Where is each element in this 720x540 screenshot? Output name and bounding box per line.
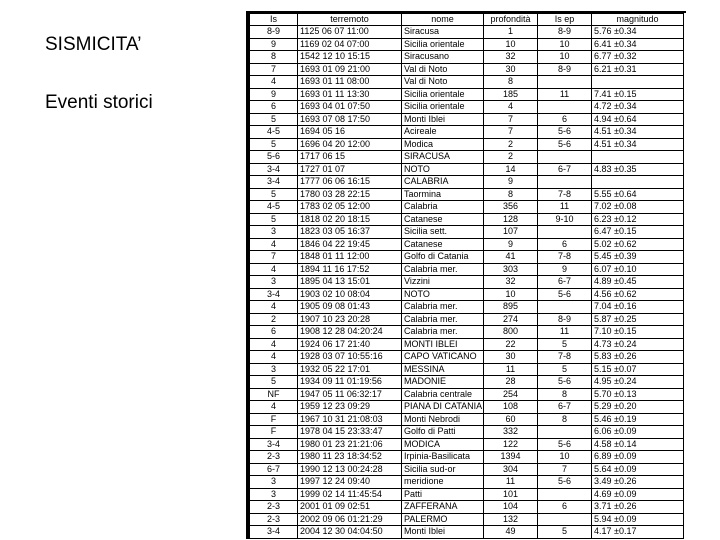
- cell-magnitude: 7.41 ±0.15: [592, 88, 684, 101]
- cell-datetime: 1169 02 04 07:00: [298, 38, 402, 51]
- cell-location: SIRACUSA: [402, 151, 484, 164]
- cell-datetime: 2004 12 30 04:04:50: [298, 526, 402, 539]
- cell-datetime: 1980 11 23 18:34:52: [298, 451, 402, 464]
- table-row: [250, 413, 684, 426]
- table-row: [250, 513, 684, 526]
- table-row: [250, 263, 684, 276]
- cell-intensity: 5: [250, 188, 298, 201]
- cell-magnitude: [592, 151, 684, 164]
- cell-magnitude: 7.04 ±0.16: [592, 301, 684, 314]
- cell-epicentral-intensity: 6-7: [538, 401, 592, 414]
- cell-datetime: 1905 09 08 01:43: [298, 301, 402, 314]
- cell-intensity: 5: [250, 138, 298, 151]
- cell-magnitude: 4.56 ±0.62: [592, 288, 684, 301]
- cell-magnitude: 3.49 ±0.26: [592, 476, 684, 489]
- cell-magnitude: 5.70 ±0.13: [592, 388, 684, 401]
- header-epicentral-intensity: Is ep: [538, 14, 592, 26]
- cell-location: Calabria centrale: [402, 388, 484, 401]
- cell-depth: 10: [484, 288, 538, 301]
- table-row: [250, 301, 684, 314]
- cell-magnitude: 4.94 ±0.64: [592, 113, 684, 126]
- cell-intensity: 3: [250, 488, 298, 501]
- cell-epicentral-intensity: 5-6: [538, 476, 592, 489]
- cell-datetime: 1848 01 11 12:00: [298, 251, 402, 264]
- table-row: [250, 426, 684, 439]
- table-row: [250, 201, 684, 214]
- cell-datetime: 1895 04 13 15:01: [298, 276, 402, 289]
- cell-datetime: 1967 10 31 21:08:03: [298, 413, 402, 426]
- cell-epicentral-intensity: 7-8: [538, 351, 592, 364]
- cell-intensity: 4: [250, 76, 298, 89]
- cell-epicentral-intensity: 5: [538, 338, 592, 351]
- cell-epicentral-intensity: 6-7: [538, 163, 592, 176]
- cell-epicentral-intensity: 8: [538, 388, 592, 401]
- cell-epicentral-intensity: [538, 101, 592, 114]
- table-row: [250, 313, 684, 326]
- cell-magnitude: 6.07 ±0.10: [592, 263, 684, 276]
- cell-location: Patti: [402, 488, 484, 501]
- cell-location: MADONIE: [402, 376, 484, 389]
- cell-depth: 185: [484, 88, 538, 101]
- cell-epicentral-intensity: 8-9: [538, 26, 592, 39]
- cell-datetime: 1894 11 16 17:52: [298, 263, 402, 276]
- cell-location: NOTO: [402, 288, 484, 301]
- cell-epicentral-intensity: 11: [538, 201, 592, 214]
- cell-depth: 41: [484, 251, 538, 264]
- table-row: [250, 488, 684, 501]
- table-row: [250, 213, 684, 226]
- cell-intensity: NF: [250, 388, 298, 401]
- cell-depth: 28: [484, 376, 538, 389]
- cell-depth: 7: [484, 126, 538, 139]
- table-row: [250, 276, 684, 289]
- cell-location: Acireale: [402, 126, 484, 139]
- cell-epicentral-intensity: 10: [538, 51, 592, 64]
- table-row: [250, 163, 684, 176]
- table-body: [250, 26, 684, 539]
- cell-location: Monti Nebrodi: [402, 413, 484, 426]
- cell-magnitude: 3.71 ±0.26: [592, 501, 684, 514]
- cell-depth: 2: [484, 138, 538, 151]
- cell-intensity: 3-4: [250, 163, 298, 176]
- table-row: [250, 363, 684, 376]
- cell-intensity: 9: [250, 38, 298, 51]
- header-name: nome: [402, 14, 484, 26]
- cell-intensity: 5: [250, 376, 298, 389]
- cell-intensity: 3-4: [250, 438, 298, 451]
- cell-datetime: 1924 06 17 21:40: [298, 338, 402, 351]
- cell-location: CAPO VATICANO: [402, 351, 484, 364]
- cell-depth: 60: [484, 413, 538, 426]
- table-header-row: [250, 14, 684, 26]
- cell-intensity: 3: [250, 363, 298, 376]
- cell-epicentral-intensity: [538, 176, 592, 189]
- cell-datetime: 1818 02 20 18:15: [298, 213, 402, 226]
- cell-depth: 8: [484, 76, 538, 89]
- cell-magnitude: [592, 176, 684, 189]
- cell-epicentral-intensity: [538, 226, 592, 239]
- cell-depth: 10: [484, 38, 538, 51]
- cell-datetime: 1727 01 07: [298, 163, 402, 176]
- cell-depth: 4: [484, 101, 538, 114]
- cell-datetime: 1978 04 15 23:33:47: [298, 426, 402, 439]
- cell-epicentral-intensity: 6-7: [538, 276, 592, 289]
- cell-location: Calabria mer.: [402, 263, 484, 276]
- cell-epicentral-intensity: [538, 76, 592, 89]
- cell-intensity: 4: [250, 351, 298, 364]
- table-row: [250, 38, 684, 51]
- cell-location: Calabria mer.: [402, 301, 484, 314]
- cell-epicentral-intensity: [538, 513, 592, 526]
- cell-magnitude: 4.51 ±0.34: [592, 138, 684, 151]
- cell-location: Sicilia orientale: [402, 101, 484, 114]
- table-row: [250, 501, 684, 514]
- cell-epicentral-intensity: 6: [538, 501, 592, 514]
- cell-intensity: 4: [250, 238, 298, 251]
- cell-depth: 7: [484, 113, 538, 126]
- table-row: [250, 326, 684, 339]
- table-row: [250, 226, 684, 239]
- cell-depth: 9: [484, 238, 538, 251]
- header-magnitude: magnitudo: [592, 14, 684, 26]
- cell-epicentral-intensity: 8-9: [538, 63, 592, 76]
- cell-intensity: 5: [250, 213, 298, 226]
- cell-depth: 32: [484, 276, 538, 289]
- cell-magnitude: 4.17 ±0.17: [592, 526, 684, 539]
- table-row: [250, 188, 684, 201]
- table-row: [250, 438, 684, 451]
- cell-datetime: 1125 06 07 11:00: [298, 26, 402, 39]
- cell-magnitude: 4.89 ±0.45: [592, 276, 684, 289]
- table-row: [250, 76, 684, 89]
- table-row: [250, 126, 684, 139]
- cell-datetime: 1777 06 06 16:15: [298, 176, 402, 189]
- cell-datetime: 1780 03 28 22:15: [298, 188, 402, 201]
- table-row: [250, 251, 684, 264]
- cell-epicentral-intensity: 10: [538, 38, 592, 51]
- cell-magnitude: 7.02 ±0.08: [592, 201, 684, 214]
- cell-datetime: 1693 07 08 17:50: [298, 113, 402, 126]
- cell-epicentral-intensity: 7-8: [538, 251, 592, 264]
- cell-intensity: 7: [250, 251, 298, 264]
- cell-intensity: 2-3: [250, 513, 298, 526]
- cell-epicentral-intensity: [538, 151, 592, 164]
- cell-magnitude: 4.83 ±0.35: [592, 163, 684, 176]
- cell-location: Val di Noto: [402, 76, 484, 89]
- cell-epicentral-intensity: 5-6: [538, 376, 592, 389]
- cell-depth: 8: [484, 188, 538, 201]
- cell-magnitude: 5.46 ±0.19: [592, 413, 684, 426]
- table-row: [250, 401, 684, 414]
- cell-location: Catanese: [402, 213, 484, 226]
- cell-location: MONTI IBLEI: [402, 338, 484, 351]
- cell-datetime: 1783 02 05 12:00: [298, 201, 402, 214]
- cell-datetime: 1693 01 09 21:00: [298, 63, 402, 76]
- cell-epicentral-intensity: 9: [538, 263, 592, 276]
- cell-depth: 303: [484, 263, 538, 276]
- cell-location: Calabria mer.: [402, 313, 484, 326]
- cell-datetime: 1696 04 20 12:00: [298, 138, 402, 151]
- cell-magnitude: 6.41 ±0.34: [592, 38, 684, 51]
- cell-intensity: 3: [250, 276, 298, 289]
- cell-location: Calabria: [402, 201, 484, 214]
- cell-location: Monti Iblei: [402, 113, 484, 126]
- cell-location: MODICA: [402, 438, 484, 451]
- cell-magnitude: 6.23 ±0.12: [592, 213, 684, 226]
- cell-depth: 895: [484, 301, 538, 314]
- cell-intensity: 3-4: [250, 288, 298, 301]
- cell-epicentral-intensity: [538, 426, 592, 439]
- cell-depth: 49: [484, 526, 538, 539]
- table-row: [250, 526, 684, 539]
- cell-epicentral-intensity: 5-6: [538, 288, 592, 301]
- table-row: [250, 51, 684, 64]
- cell-magnitude: 4.72 ±0.34: [592, 101, 684, 114]
- cell-depth: 9: [484, 176, 538, 189]
- cell-datetime: 1990 12 13 00:24:28: [298, 463, 402, 476]
- cell-location: PIANA DI CATANIA: [402, 401, 484, 414]
- cell-datetime: 1693 04 01 07:50: [298, 101, 402, 114]
- slide-subtitle: Eventi storici: [45, 92, 153, 113]
- cell-magnitude: 5.76 ±0.34: [592, 26, 684, 39]
- cell-magnitude: 5.83 ±0.26: [592, 351, 684, 364]
- cell-intensity: 4: [250, 263, 298, 276]
- table-row: [250, 376, 684, 389]
- cell-intensity: 9: [250, 88, 298, 101]
- cell-depth: 132: [484, 513, 538, 526]
- cell-magnitude: 5.02 ±0.62: [592, 238, 684, 251]
- cell-location: Sicilia sett.: [402, 226, 484, 239]
- cell-epicentral-intensity: [538, 301, 592, 314]
- table-row: [250, 476, 684, 489]
- cell-intensity: F: [250, 413, 298, 426]
- cell-intensity: 4-5: [250, 201, 298, 214]
- cell-depth: 107: [484, 226, 538, 239]
- table-row: [250, 88, 684, 101]
- cell-intensity: 3: [250, 476, 298, 489]
- cell-depth: 128: [484, 213, 538, 226]
- table-row: [250, 138, 684, 151]
- cell-intensity: 7: [250, 63, 298, 76]
- cell-depth: 254: [484, 388, 538, 401]
- cell-epicentral-intensity: 11: [538, 326, 592, 339]
- table-row: [250, 388, 684, 401]
- cell-depth: 11: [484, 363, 538, 376]
- cell-location: Val di Noto: [402, 63, 484, 76]
- table-row: [250, 338, 684, 351]
- cell-location: Sicilia sud-or: [402, 463, 484, 476]
- cell-intensity: F: [250, 426, 298, 439]
- cell-magnitude: 4.51 ±0.34: [592, 126, 684, 139]
- cell-intensity: 4: [250, 401, 298, 414]
- cell-magnitude: 7.10 ±0.15: [592, 326, 684, 339]
- cell-datetime: 1693 01 11 13:30: [298, 88, 402, 101]
- cell-datetime: 1907 10 23 20:28: [298, 313, 402, 326]
- cell-intensity: 3: [250, 226, 298, 239]
- cell-depth: 108: [484, 401, 538, 414]
- cell-epicentral-intensity: 5-6: [538, 138, 592, 151]
- cell-depth: 2: [484, 151, 538, 164]
- cell-datetime: 1997 12 24 09:40: [298, 476, 402, 489]
- cell-location: Siracusano: [402, 51, 484, 64]
- cell-intensity: 2-3: [250, 451, 298, 464]
- cell-magnitude: [592, 76, 684, 89]
- cell-datetime: 1959 12 23 09:29: [298, 401, 402, 414]
- cell-depth: 1: [484, 26, 538, 39]
- cell-epicentral-intensity: 7-8: [538, 188, 592, 201]
- cell-intensity: 5-6: [250, 151, 298, 164]
- cell-depth: 14: [484, 163, 538, 176]
- cell-location: CALABRIA: [402, 176, 484, 189]
- cell-magnitude: 5.45 ±0.39: [592, 251, 684, 264]
- cell-location: Vizzini: [402, 276, 484, 289]
- cell-datetime: 1999 02 14 11:45:54: [298, 488, 402, 501]
- slide-title: SISMICITA’: [45, 34, 142, 55]
- cell-datetime: 1934 09 11 01:19:56: [298, 376, 402, 389]
- table-row: [250, 288, 684, 301]
- cell-depth: 11: [484, 476, 538, 489]
- cell-intensity: 6-7: [250, 463, 298, 476]
- cell-datetime: 1846 04 22 19:45: [298, 238, 402, 251]
- cell-depth: 30: [484, 63, 538, 76]
- cell-depth: 332: [484, 426, 538, 439]
- cell-epicentral-intensity: 5-6: [538, 126, 592, 139]
- cell-location: Monti Iblei: [402, 526, 484, 539]
- table-row: [250, 151, 684, 164]
- cell-location: MESSINA: [402, 363, 484, 376]
- cell-datetime: 1694 05 16: [298, 126, 402, 139]
- cell-magnitude: 4.73 ±0.24: [592, 338, 684, 351]
- cell-depth: 101: [484, 488, 538, 501]
- cell-location: Modica: [402, 138, 484, 151]
- cell-datetime: 1693 01 11 08:00: [298, 76, 402, 89]
- cell-magnitude: 6.21 ±0.31: [592, 63, 684, 76]
- cell-magnitude: 5.64 ±0.09: [592, 463, 684, 476]
- cell-intensity: 6: [250, 101, 298, 114]
- table-row: [250, 451, 684, 464]
- cell-epicentral-intensity: 8: [538, 413, 592, 426]
- cell-magnitude: 5.55 ±0.64: [592, 188, 684, 201]
- cell-location: Catanese: [402, 238, 484, 251]
- cell-magnitude: 4.95 ±0.24: [592, 376, 684, 389]
- cell-depth: 30: [484, 351, 538, 364]
- cell-datetime: 1823 03 05 16:37: [298, 226, 402, 239]
- cell-datetime: 1908 12 28 04:20:24: [298, 326, 402, 339]
- cell-datetime: 1928 03 07 10:55:16: [298, 351, 402, 364]
- cell-depth: 32: [484, 51, 538, 64]
- cell-epicentral-intensity: 6: [538, 238, 592, 251]
- cell-depth: 122: [484, 438, 538, 451]
- cell-datetime: 1947 05 11 06:32:17: [298, 388, 402, 401]
- cell-depth: 356: [484, 201, 538, 214]
- cell-location: meridione: [402, 476, 484, 489]
- cell-epicentral-intensity: 5: [538, 363, 592, 376]
- cell-magnitude: 4.58 ±0.14: [592, 438, 684, 451]
- cell-location: Sicilia orientale: [402, 38, 484, 51]
- cell-epicentral-intensity: 11: [538, 88, 592, 101]
- cell-magnitude: 4.69 ±0.09: [592, 488, 684, 501]
- cell-intensity: 8: [250, 51, 298, 64]
- cell-intensity: 6: [250, 326, 298, 339]
- cell-epicentral-intensity: 5-6: [538, 438, 592, 451]
- cell-datetime: 1980 01 23 21:21:06: [298, 438, 402, 451]
- cell-depth: 274: [484, 313, 538, 326]
- cell-intensity: 8-9: [250, 26, 298, 39]
- table-row: [250, 113, 684, 126]
- cell-location: Irpinia-Basilicata: [402, 451, 484, 464]
- cell-location: NOTO: [402, 163, 484, 176]
- cell-location: Siracusa: [402, 26, 484, 39]
- cell-location: ZAFFERANA: [402, 501, 484, 514]
- cell-depth: 104: [484, 501, 538, 514]
- earthquake-table: [249, 13, 684, 539]
- cell-magnitude: 6.06 ±0.09: [592, 426, 684, 439]
- cell-location: Sicilia orientale: [402, 88, 484, 101]
- table-row: [250, 238, 684, 251]
- cell-intensity: 2: [250, 313, 298, 326]
- cell-intensity: 4: [250, 338, 298, 351]
- cell-intensity: 4: [250, 301, 298, 314]
- cell-magnitude: 6.77 ±0.32: [592, 51, 684, 64]
- cell-depth: 800: [484, 326, 538, 339]
- cell-location: PALERMO: [402, 513, 484, 526]
- cell-depth: 304: [484, 463, 538, 476]
- cell-datetime: 1903 02 10 08:04: [298, 288, 402, 301]
- cell-epicentral-intensity: 5: [538, 526, 592, 539]
- table-row: [250, 63, 684, 76]
- header-depth: profondità: [484, 14, 538, 26]
- table-row: [250, 351, 684, 364]
- cell-magnitude: 5.29 ±0.20: [592, 401, 684, 414]
- cell-intensity: 2-3: [250, 501, 298, 514]
- cell-datetime: 2002 09 06 01:21:29: [298, 513, 402, 526]
- cell-datetime: 2001 01 09 02:51: [298, 501, 402, 514]
- header-earthquake: terremoto: [298, 14, 402, 26]
- cell-datetime: 1932 05 22 17:01: [298, 363, 402, 376]
- cell-location: Calabria mer.: [402, 326, 484, 339]
- cell-intensity: 5: [250, 113, 298, 126]
- cell-datetime: 1542 12 10 15:15: [298, 51, 402, 64]
- cell-magnitude: 6.89 ±0.09: [592, 451, 684, 464]
- cell-magnitude: 5.94 ±0.09: [592, 513, 684, 526]
- cell-datetime: 1717 06 15: [298, 151, 402, 164]
- cell-intensity: 4-5: [250, 126, 298, 139]
- cell-location: Golfo di Patti: [402, 426, 484, 439]
- cell-epicentral-intensity: 7: [538, 463, 592, 476]
- cell-intensity: 3-4: [250, 526, 298, 539]
- table-row: [250, 101, 684, 114]
- table-row: [250, 463, 684, 476]
- table-row: [250, 26, 684, 39]
- cell-intensity: 3-4: [250, 176, 298, 189]
- earthquake-table-container: [246, 11, 686, 539]
- cell-depth: 1394: [484, 451, 538, 464]
- cell-epicentral-intensity: 9-10: [538, 213, 592, 226]
- table-row: [250, 176, 684, 189]
- cell-magnitude: 5.87 ±0.25: [592, 313, 684, 326]
- cell-epicentral-intensity: [538, 488, 592, 501]
- cell-depth: 22: [484, 338, 538, 351]
- cell-epicentral-intensity: 8-9: [538, 313, 592, 326]
- cell-magnitude: 5.15 ±0.07: [592, 363, 684, 376]
- header-intensity: Is: [250, 14, 298, 26]
- cell-magnitude: 6.47 ±0.15: [592, 226, 684, 239]
- cell-location: Golfo di Catania: [402, 251, 484, 264]
- cell-epicentral-intensity: 6: [538, 113, 592, 126]
- cell-epicentral-intensity: 10: [538, 451, 592, 464]
- cell-location: Taormina: [402, 188, 484, 201]
